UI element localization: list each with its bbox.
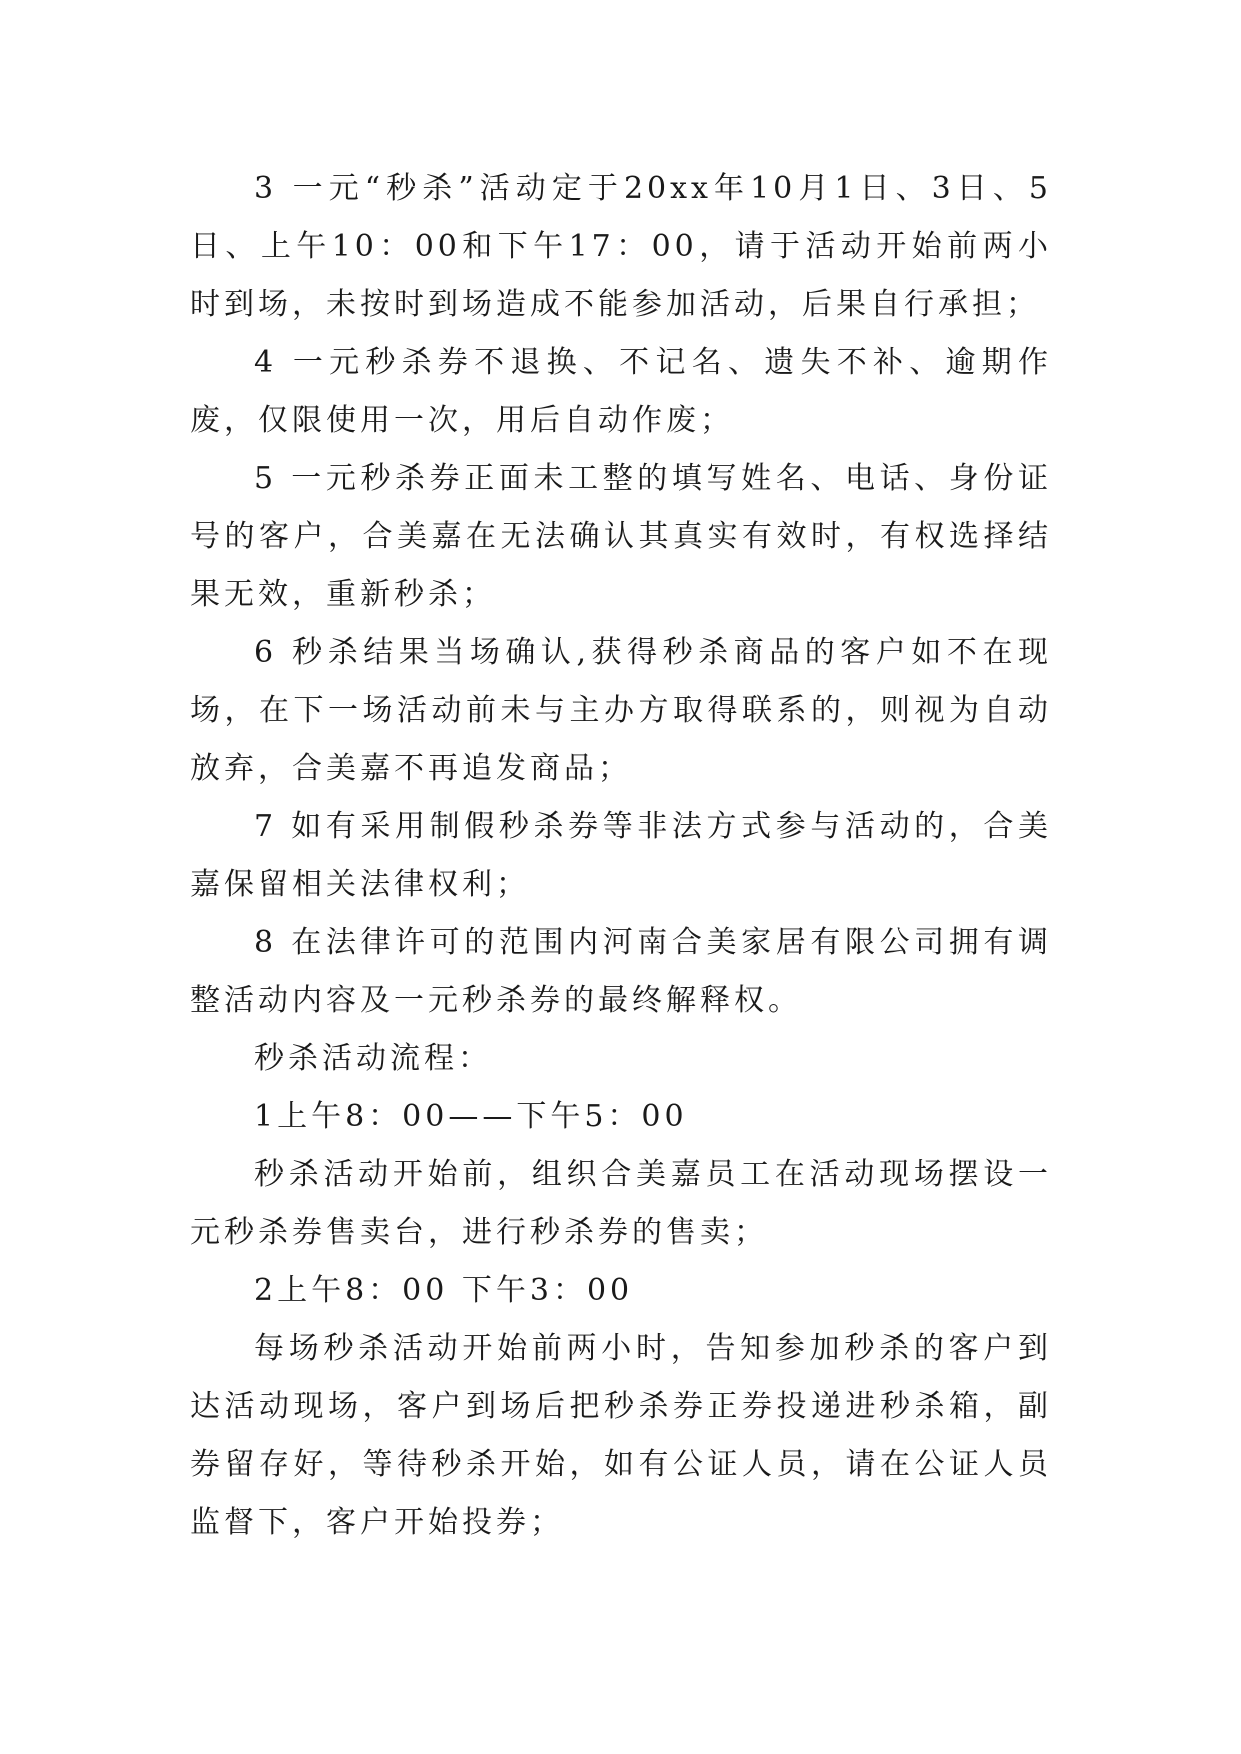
rule-8-paragraph: 8 在法律许可的范围内河南合美家居有限公司拥有调整活动内容及一元秒杀券的最终解释权。 bbox=[190, 925, 1052, 1018]
rule-7-paragraph: 7 如有采用制假秒杀券等非法方式参与活动的，合美嘉保留相关法律权利； bbox=[190, 809, 1052, 902]
rule-5-paragraph: 5 一元秒杀券正面未工整的填写姓名、电话、身份证号的客户，合美嘉在无法确认其真实有效时，有权选择结果无效，重新秒杀； bbox=[190, 461, 1052, 612]
process-step-1-desc: 秒杀活动开始前，组织合美嘉员工在活动现场摆设一元秒杀券售卖台，进行秒杀券的售卖； bbox=[190, 1157, 1052, 1250]
rule-6-paragraph: 6 秒杀结果当场确认,获得秒杀商品的客户如不在现场，在下一场活动前未与主办方取得联系的，则视为自动放弃，合美嘉不再追发商品； bbox=[190, 635, 1052, 786]
rule-4-paragraph: 4 一元秒杀券不退换、不记名、遗失不补、逾期作废，仅限使用一次，用后自动作废； bbox=[190, 345, 1052, 438]
document-body bbox=[190, 160, 1052, 1552]
process-step-2-desc: 每场秒杀活动开始前两小时，告知参加秒杀的客户到达活动现场，客户到场后把秒杀券正券投递进秒杀箱，副券留存好，等待秒杀开始，如有公证人员，请在公证人员监督下，客户开始投券； bbox=[190, 1331, 1052, 1540]
process-heading: 秒杀活动流程： bbox=[254, 1041, 492, 1076]
process-step-2-time: 2上午8：00 下午3：00 bbox=[254, 1273, 634, 1308]
process-step-1-time: 1上午8：00——下午5：00 bbox=[254, 1099, 688, 1134]
rule-3-paragraph: 3 一元“秒杀”活动定于20xx年10月1日、3日、5日、上午10：00和下午17：00，请于活动开始前两小时到场，未按时到场造成不能参加活动，后果自行承担； bbox=[190, 171, 1052, 322]
